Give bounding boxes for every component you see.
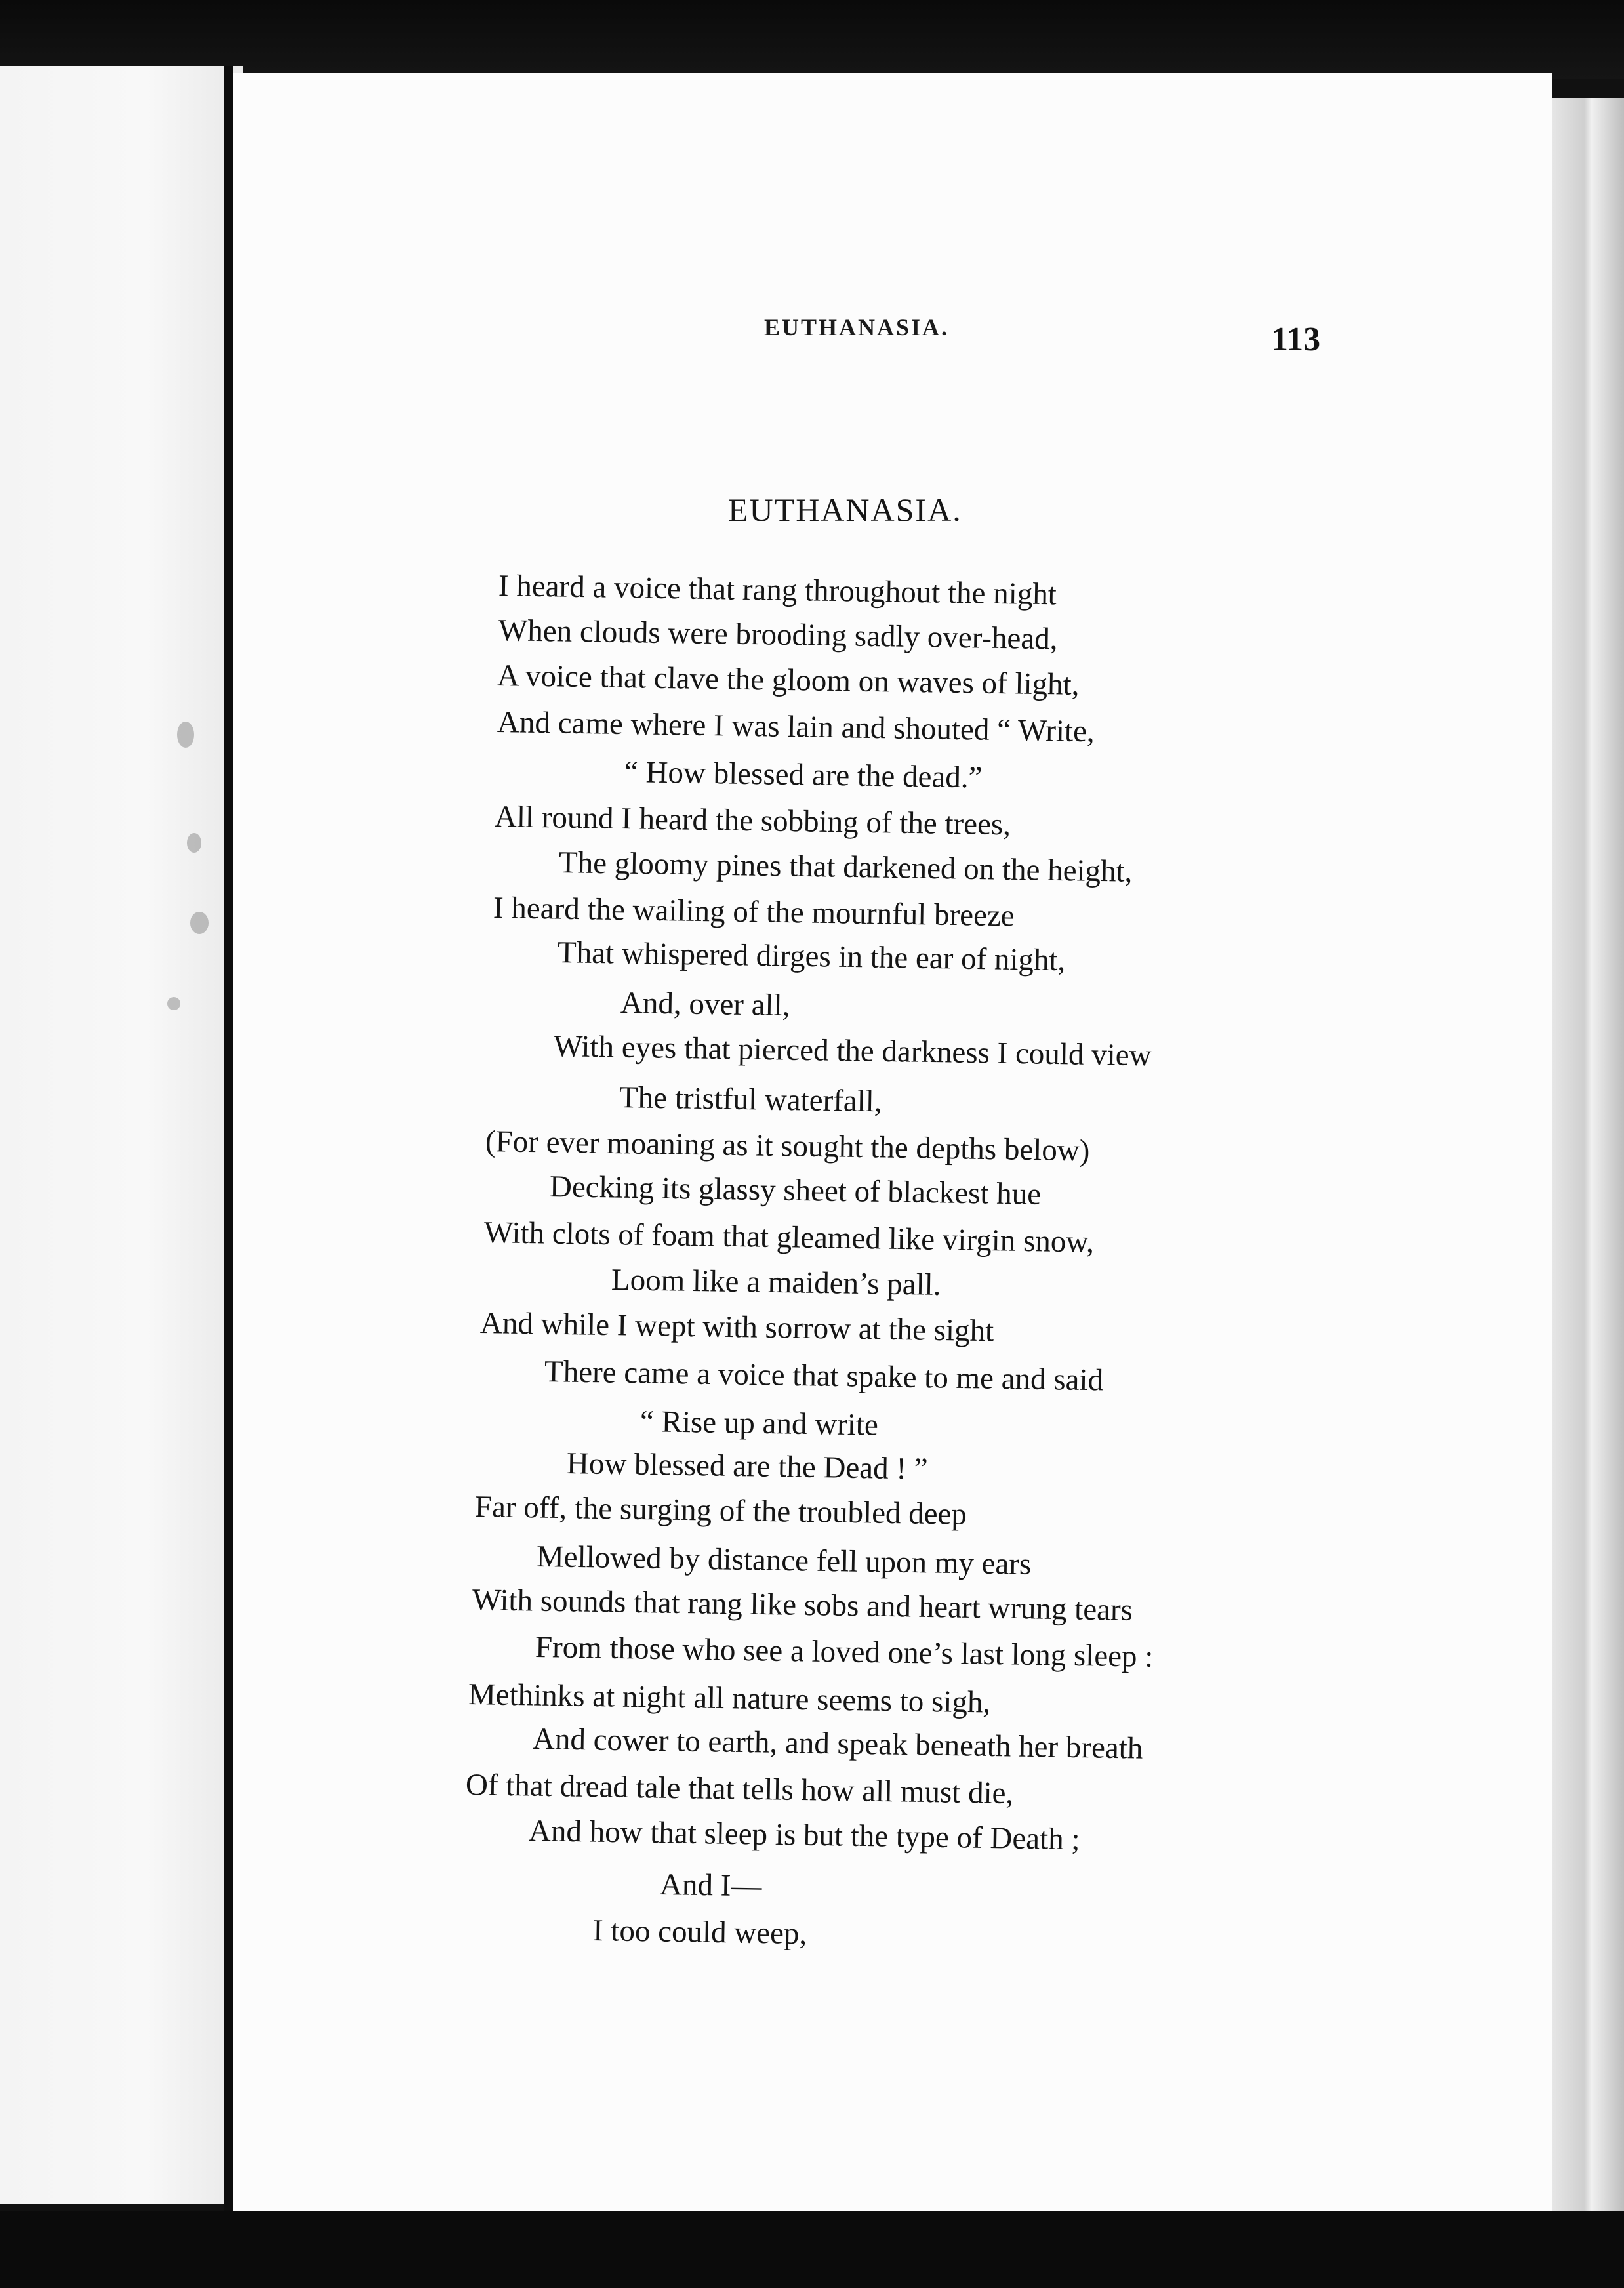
poem-line: Of that dread tale that tells how all must die, xyxy=(465,1768,1014,1811)
page-number: 113 xyxy=(1271,321,1321,358)
poem-line: “ Rise up and write xyxy=(639,1404,879,1442)
poem-line: That whispered dirges in the ear of night, xyxy=(557,935,1066,978)
poem-line: How blessed are the Dead ! ” xyxy=(566,1446,929,1486)
poem-line: I heard the wailing of the mournful breeze xyxy=(493,891,1015,933)
poem-line: “ How blessed are the dead.” xyxy=(624,755,983,795)
poem-line: I too could weep, xyxy=(592,1913,807,1951)
poem-title: EUTHANASIA. xyxy=(728,491,962,528)
poem-line: The gloomy pines that darkened on the height, xyxy=(558,846,1133,889)
poem-line: Decking its glassy sheet of blackest hue xyxy=(549,1170,1042,1212)
running-head: EUTHANASIA. xyxy=(764,314,950,340)
poem-line: With eyes that pierced the darkness I could view xyxy=(553,1029,1152,1073)
poem-line: Loom like a maiden’s pall. xyxy=(611,1263,941,1302)
poem-line: The tristful waterfall, xyxy=(619,1080,883,1119)
poem-line: Mellowed by distance fell upon my ears xyxy=(536,1540,1032,1582)
poem-line: And came where I was lain and shouted “ Write, xyxy=(497,705,1095,749)
poem-line: And how that sleep is but the type of Death ; xyxy=(528,1814,1080,1857)
poem-line: And I— xyxy=(659,1868,762,1904)
poem-line: When clouds were brooding sadly over-head, xyxy=(498,613,1058,657)
poem-line: (For ever moaning as it sought the depths below) xyxy=(485,1124,1090,1168)
poem-line: And cower to earth, and speak beneath her breath xyxy=(532,1722,1143,1766)
poem-line: From those who see a loved one’s last long sleep : xyxy=(535,1630,1154,1674)
poem-line: I heard a voice that rang throughout the night xyxy=(498,569,1057,612)
poem-line: With sounds that rang like sobs and heart wrung tears xyxy=(472,1583,1133,1627)
poem-line: And, over all, xyxy=(620,986,790,1023)
poem-line: And while I wept with sorrow at the sight xyxy=(479,1306,994,1349)
poem-line: Methinks at night all nature seems to sigh, xyxy=(468,1677,991,1720)
poem-line: There came a voice that spake to me and said xyxy=(544,1355,1104,1398)
poem-line: With clots of foam that gleamed like virgin snow, xyxy=(483,1216,1095,1259)
poem-line: Far off, the surging of the troubled deep xyxy=(474,1490,967,1532)
poem-line: A voice that clave the gloom on waves of light, xyxy=(497,659,1080,702)
poem-line: All round I heard the sobbing of the trees, xyxy=(494,800,1011,842)
